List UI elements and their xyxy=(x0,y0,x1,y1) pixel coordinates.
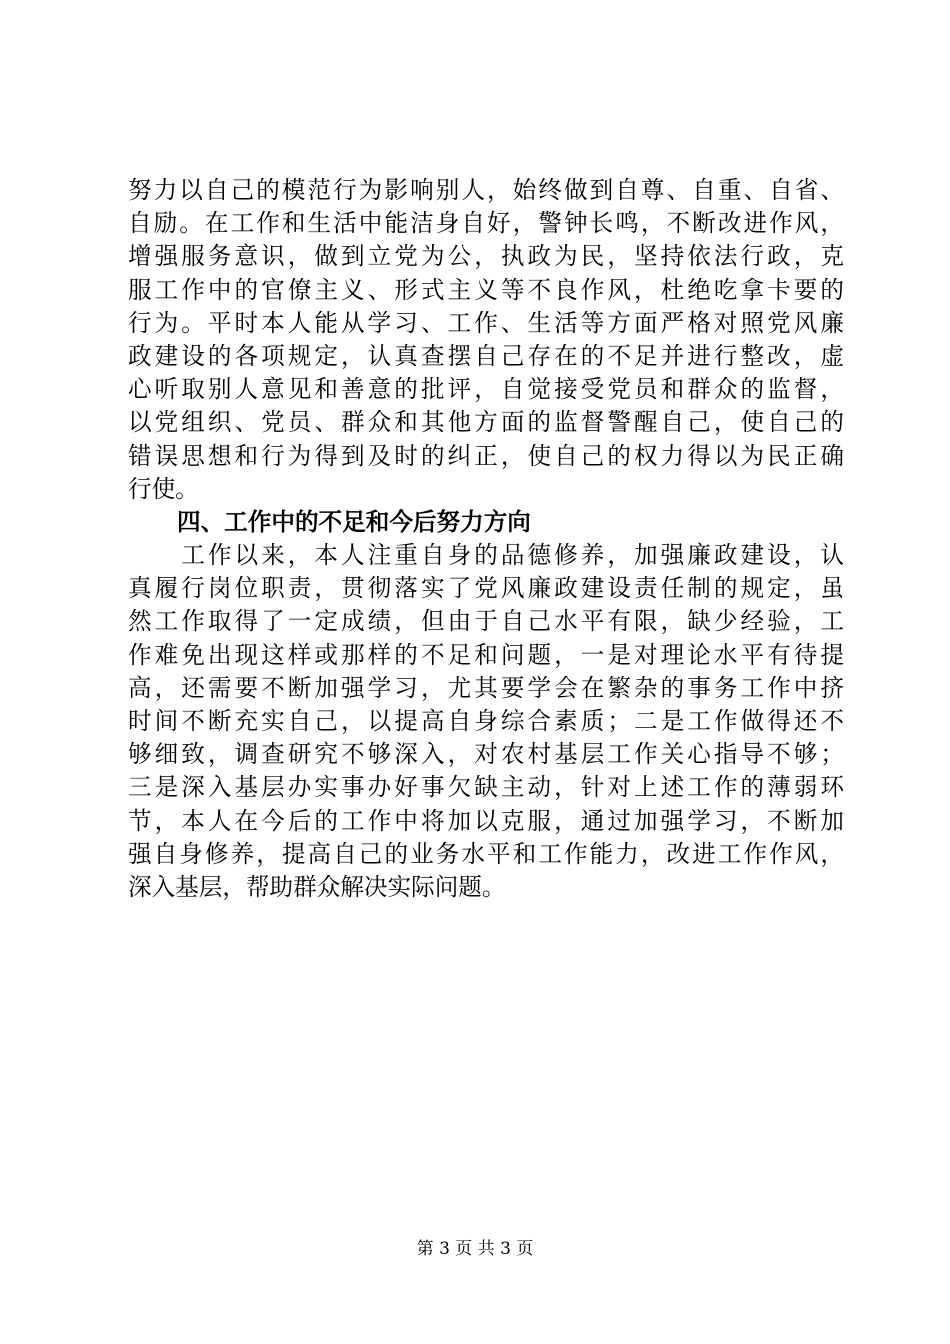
text-line: 作难免出现这样或那样的不足和问题，一是对理论水平有待提 xyxy=(128,640,844,669)
text-line: 心听取别人意见和善意的批评，自觉接受党员和群众的监督， xyxy=(128,375,844,404)
text-line: 自励。在工作和生活中能洁身自好，警钟长鸣，不断改进作风， xyxy=(128,209,844,238)
text-line: 真履行岗位职责，贯彻落实了党风廉政建设责任制的规定，虽 xyxy=(128,574,844,603)
text-line: 够细致，调查研究不够深入，对农村基层工作关心指导不够； xyxy=(128,740,844,769)
text-line: 行为。平时本人能从学习、工作、生活等方面严格对照党风廉 xyxy=(128,308,844,337)
text-line: 增强服务意识，做到立党为公，执政为民，坚持依法行政，克 xyxy=(128,242,844,271)
document-body xyxy=(128,174,844,904)
paragraph-shortcomings xyxy=(128,539,844,904)
text-line: 强自身修养，提高自己的业务水平和工作能力，改进工作作风， xyxy=(128,839,844,868)
section-heading: 四、工作中的不足和今后努力方向 xyxy=(177,507,531,536)
text-line: 三是深入基层办实事办好事欠缺主动，针对上述工作的薄弱环 xyxy=(128,773,844,802)
text-line: 政建设的各项规定，认真查摆自己存在的不足并进行整改，虚 xyxy=(128,341,844,370)
text-line: 工作以来，本人注重自身的品德修养，加强廉政建设，认 xyxy=(128,541,844,570)
text-line: 然工作取得了一定成绩，但由于自己水平有限，缺少经验，工 xyxy=(128,607,844,636)
text-line: 时间不断充实自己，以提高自身综合素质；二是工作做得还不 xyxy=(128,707,844,735)
page-footer: 第 3 页 共 3 页 xyxy=(416,1239,534,1259)
text-line: 服工作中的官僚主义、形式主义等不良作风，杜绝吃拿卡要的 xyxy=(128,275,844,304)
text-line: 错误思想和行为得到及时的纠正，使自己的权力得以为民正确 xyxy=(128,441,844,470)
text-line: 节，本人在今后的工作中将加以克服，通过加强学习，不断加 xyxy=(128,806,844,835)
text-line: 行使。 xyxy=(128,474,199,503)
paragraph-integrity xyxy=(128,174,844,506)
text-line: 努力以自己的模范行为影响别人，始终做到自尊、自重、自省、 xyxy=(128,176,844,204)
text-line: 深入基层，帮助群众解决实际问题。 xyxy=(128,872,506,901)
text-line: 以党组织、党员、群众和其他方面的监督警醒自己，使自己的 xyxy=(128,408,844,437)
text-line: 高，还需要不断加强学习，尤其要学会在繁杂的事务工作中挤 xyxy=(128,673,844,702)
